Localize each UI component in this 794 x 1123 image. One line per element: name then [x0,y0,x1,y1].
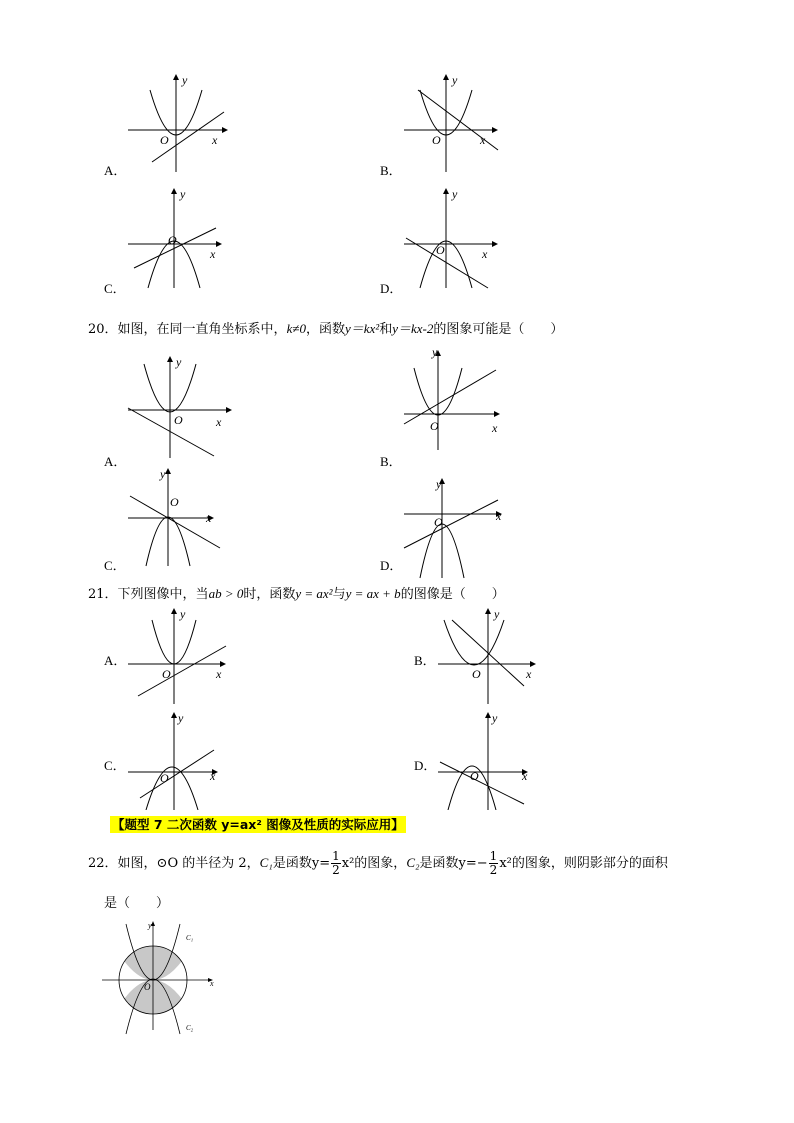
svg-text:O: O [160,133,169,147]
svg-text:x: x [216,667,222,681]
svg-text:y: y [180,187,186,201]
svg-text:x: x [216,415,222,429]
option-b-label: B． [380,163,402,178]
svg-text:y: y [492,711,498,725]
q19-graph-d [396,184,516,294]
q20-graph-a [120,352,244,462]
svg-text:O: O [174,413,183,427]
svg-text:x: x [480,133,486,147]
q22-fraction-2: $\frac{1}{2}$ [489,849,498,877]
svg-text:C₂: C₂ [186,1024,194,1032]
svg-text:x: x [210,769,216,783]
q21-option-d-label: D． [414,758,437,773]
q21-graph-b [430,606,550,706]
svg-text:y: y [436,477,442,491]
svg-text:O: O [170,495,179,509]
svg-text:y: y [494,607,500,621]
q22-text-line2: 是（ ） [104,896,170,911]
svg-text:O: O [430,419,439,433]
svg-text:C₁: C₁ [186,934,194,942]
svg-text:y: y [452,73,458,87]
q19-graph-c [120,184,240,294]
q21-graph-d [430,710,550,810]
svg-text:O: O [168,233,177,247]
q20-graph-b [396,346,520,456]
svg-text:x: x [522,769,528,783]
svg-text:x: x [496,509,502,523]
q22-text-line1: 22．如图，⊙O 的半径为 2，C₁是函数y= $\frac{1}{2}$ x²的图象，C₂是函数y=− $\frac{1}{2}$ x²的图象，则阴影部分的面积 [88,849,668,877]
svg-text:x: x [482,247,488,261]
q20-text: 20．如图，在同一直角坐标系中，k≠0，函数y＝kx²和y＝kx-2的图象可能是（ ） [88,321,564,337]
option-c-label: C． [104,281,126,296]
q20-option-c-label: C． [104,558,126,573]
svg-text:x: x [210,979,214,988]
svg-text:x: x [212,133,218,147]
q20-graph-c [120,462,244,572]
q21-graph-c [120,710,240,810]
q21-graph-a [120,606,240,706]
q21-option-a-label: A． [104,653,127,668]
svg-text:O: O [162,667,171,681]
svg-text:O: O [160,771,169,785]
svg-text:O: O [432,133,441,147]
svg-text:y: y [180,607,186,621]
q19-graph-a [120,70,240,180]
q20-option-a-label: A． [104,454,127,469]
svg-text:O: O [144,982,151,992]
svg-text:x: x [492,421,498,435]
svg-text:y: y [176,355,182,369]
svg-text:y: y [432,346,438,359]
q20-graph-d [396,476,520,586]
q22-circle-figure [96,918,226,1038]
svg-text:O: O [436,243,445,257]
svg-text:O: O [472,667,481,681]
svg-text:x: x [210,247,216,261]
svg-text:y: y [160,467,166,481]
svg-text:y: y [148,921,152,930]
q20-option-d-label: D． [380,558,403,573]
svg-text:y: y [182,73,188,87]
q19-graph-b [396,70,516,180]
q22-fraction-1: $\frac{1}{2}$ [332,849,340,877]
option-a-label: A． [104,163,127,178]
q21-option-c-label: C． [104,758,126,773]
svg-text:y: y [452,187,458,201]
svg-text:x: x [526,667,532,681]
section-heading-type7: 【题型 7 二次函数 y=ax² 图像及性质的实际应用】 [112,817,404,832]
q20-option-b-label: B． [380,454,402,469]
svg-text:y: y [178,711,184,725]
svg-text:O: O [470,769,479,783]
svg-text:O: O [434,515,443,529]
option-d-label: D． [380,281,403,296]
q21-text: 21．下列图像中，当ab > 0时，函数y = ax²与y = ax + b的图像是（ ） [88,586,505,602]
q21-option-b-label: B． [414,653,436,668]
svg-text:x: x [206,511,212,525]
